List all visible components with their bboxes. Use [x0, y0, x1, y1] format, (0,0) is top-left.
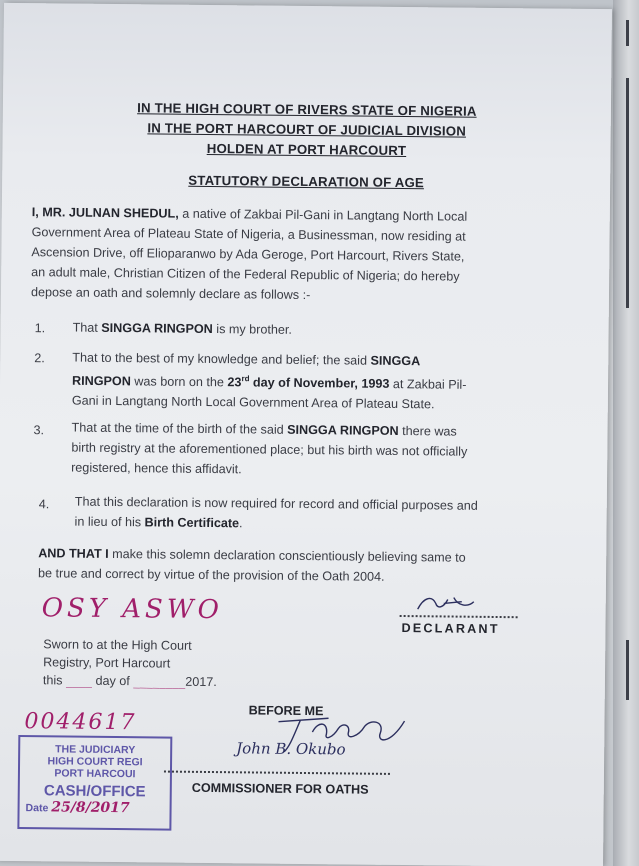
court-heading-line-3: HOLDEN AT PORT HARCOURT: [206, 140, 407, 159]
item-3: That at the time of the birth of the said SINGGA RINGPON there was birth registry at the aforementioned place; but his birth was not officially registered, hence this affidavit.: [71, 420, 468, 477]
page-edge-mark: [626, 640, 629, 700]
before-me-label: BEFORE ME: [248, 703, 324, 719]
item-number: 3.: [33, 423, 45, 438]
intro-line-3: Ascension Drive, off Elioparanwo by Ada Geroge, Port Harcourt, Rivers State,: [31, 245, 465, 264]
intro-line-1: I, MR. JULNAN SHEDUL, a native of Zakbai Pil-Gani in Langtang North Local: [31, 205, 468, 224]
commissioner-signature-line: [164, 771, 390, 775]
intro-paragraph: [31, 202, 592, 308]
court-heading-line-1: IN THE HIGH COURT OF RIVERS STATE OF NIGERIA: [137, 100, 477, 119]
cash-office-stamp: THE JUDICIARY HIGH COURT REGI PORT HARCOUI CASH/OFFICE Date 25/8/2017: [17, 735, 172, 831]
intro-line-2: Government Area of Plateau State of Nigeria, a Businessman, now residing at: [31, 225, 466, 244]
item-number: 1.: [34, 321, 46, 336]
item-4: That this declaration is now required for record and official purposes and in lieu of his Birth Certificate.: [74, 494, 478, 531]
declarant-name: I, MR. JULNAN SHEDUL,: [31, 205, 179, 221]
item-1: That SINGGA RINGPON is my brother.: [72, 320, 292, 337]
item-number: 4.: [38, 497, 50, 512]
receipt-number: 0044617: [24, 709, 137, 736]
item-number: 2.: [34, 351, 45, 366]
sworn-block: Sworn to at the High Court Registry, Port Harcourt this ____ day of ________2017.: [42, 637, 217, 690]
commissioner-label: COMMISSIONER FOR OATHS: [191, 780, 369, 797]
document-title: STATUTORY DECLARATION OF AGE: [188, 172, 425, 191]
closing-paragraph: AND THAT I make this solemn declaration conscientiously believing same to be true and correct by virtue of the provision of the Oath 2004.: [37, 546, 466, 584]
page-edge-mark: [626, 20, 629, 46]
declarant-signature-line: [400, 615, 518, 618]
intro-line-5: depose an oath and solemnly declare as follows :-: [30, 285, 311, 303]
court-heading-line-2: IN THE PORT HARCOURT OF JUDICIAL DIVISION: [147, 120, 467, 139]
stamp-date: 25/8/2017: [51, 799, 130, 817]
handwritten-name: OSY ASWO: [41, 593, 224, 626]
declarant-signature: [410, 589, 490, 618]
birth-date: 23rd day of November, 1993: [227, 374, 390, 392]
affidavit-document: [0, 3, 612, 866]
declarant-label: DECLARANT: [401, 621, 500, 637]
commissioner-name-stamp: John B. Okubo: [236, 739, 346, 759]
item-2: That to the best of my knowledge and belief; the said SINGGA RINGPON was born on the 23rd day of November, 1993 at Zakbai Pil- Gani in Langtang North Local Government Area of Plateau State.: [71, 350, 467, 412]
page-edge-mark: [626, 78, 629, 308]
intro-line-4: an adult male, Christian Citizen of the Federal Republic of Nigeria; do hereby: [31, 265, 460, 284]
